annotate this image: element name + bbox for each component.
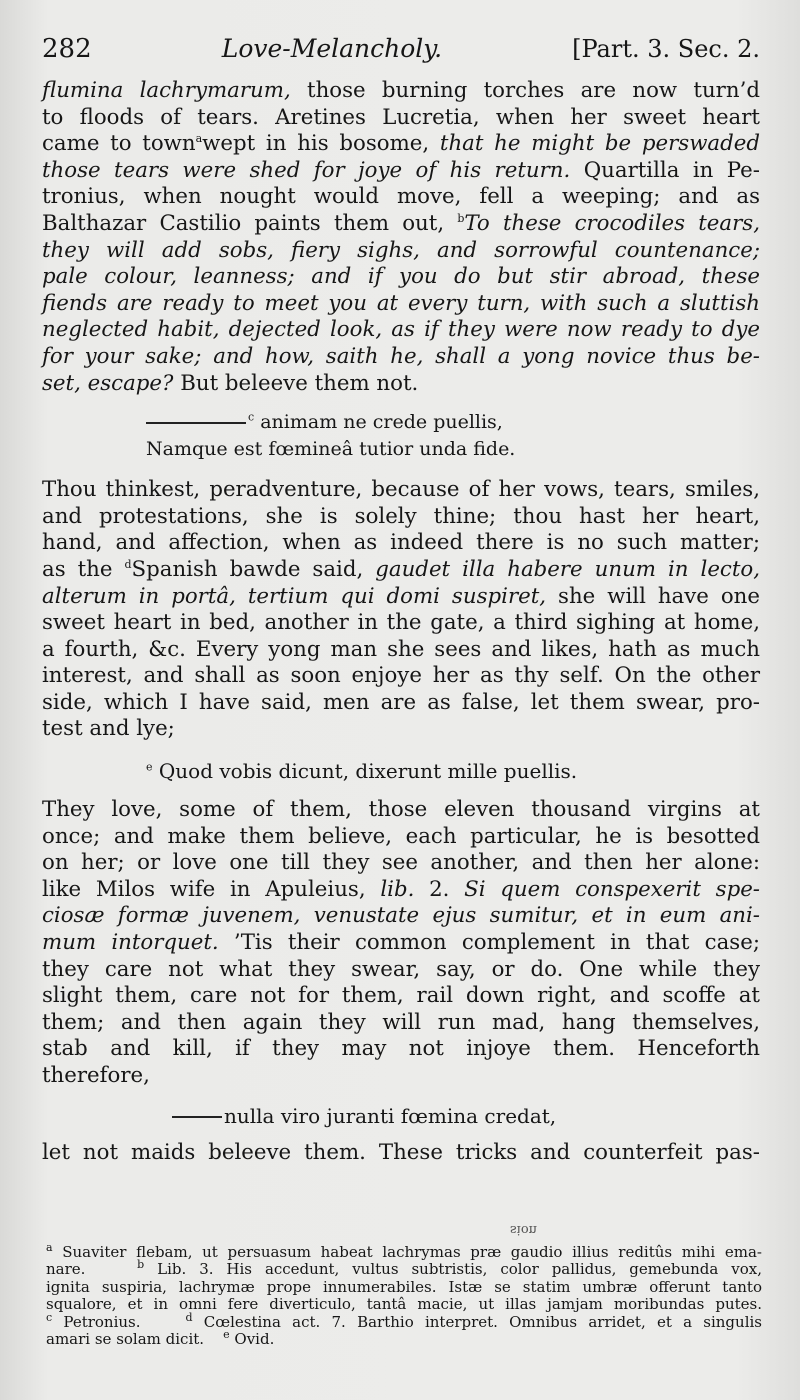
- text-line: once; and make them believe, each particular, he is besotted: [42, 823, 760, 849]
- verse-line: Namque est fœmineâ tutior unda fide.: [146, 438, 516, 461]
- text-italic: ciosæ formæ juvenem, venustate ejus sumitur, et in eum ani-: [42, 903, 760, 929]
- footnote-marker: d: [185, 1310, 193, 1324]
- verse-quotation-1: [146, 409, 760, 463]
- footnote-text: nare.: [46, 1260, 86, 1279]
- text-line: interest, and shall as soon enjoye her as thy self. On the other: [42, 663, 760, 689]
- footnote-text: ignita suspiria, lachrymæ prope innumerabiles. Istæ se statim umbræ offerunt tanto: [46, 1277, 762, 1296]
- text-line: they care not what they swear, say, or do. One while they: [42, 956, 760, 982]
- text-line: They love, some of them, those eleven thousand virgins at: [42, 797, 760, 823]
- text: 2.: [414, 876, 465, 902]
- text-line: on her; or love one till they see another, and then her alone:: [42, 850, 760, 876]
- text-line: stab and kill, if they may not injoye them. Henceforth: [42, 1036, 760, 1062]
- text-line: tronius, when nought would move, fell a weeping; and as: [42, 184, 760, 210]
- footnote-text: Ovid.: [229, 1330, 275, 1349]
- footnote-text: amari se solam dicit.: [46, 1330, 205, 1349]
- text-italic: mum intorquet.: [42, 930, 219, 956]
- text: ’Tis their common complement in that case;: [218, 930, 760, 956]
- footnote-text: Lib. 3. His accedunt, vultus subtristis, color pallidus, gemebunda vox,: [144, 1260, 762, 1279]
- verse-line: animam ne crede puellis,: [254, 411, 503, 434]
- footnote-text: Cœlestina act. 7. Barthio interpret. Omnibus arridet, et a singulis: [192, 1312, 762, 1331]
- footnote-marker: e: [146, 760, 153, 774]
- verse-quotation-3: [172, 1102, 760, 1130]
- text: came to town: [42, 131, 196, 157]
- text-line: slight them, care not for them, rail down right, and scoffe at: [42, 983, 760, 1009]
- text-line: to floods of tears. Aretines Lucretia, when her sweet heart: [42, 104, 760, 130]
- text-line: sweet heart in bed, another in the gate, a third sighing at home,: [42, 610, 760, 636]
- text-italic: neglected habit, dejected look, as if they were now ready to dye: [42, 317, 760, 343]
- catchword: sion: [510, 1222, 538, 1237]
- footnote-marker: b: [457, 211, 465, 225]
- footnote-marker: c: [248, 410, 255, 424]
- text-line: hand, and affection, when as indeed there is no such matter;: [42, 530, 760, 556]
- footnote-marker: a: [195, 132, 203, 146]
- verse-line: nulla viro juranti fœmina credat,: [224, 1103, 557, 1128]
- text: like Milos wife in Apuleius,: [42, 876, 381, 902]
- footnote-marker: e: [223, 1328, 230, 1342]
- section-reference: [Part. 3. Sec. 2.: [572, 35, 760, 63]
- text: Spanish bawde said,: [131, 556, 376, 582]
- text-line: and protestations, she is solely thine; thou hast her heart,: [42, 503, 760, 529]
- text-italic: pale colour, leanness; and if you do but stir abroad, these: [42, 264, 760, 290]
- text-line: side, which I have said, men are as false, let them swear, pro-: [42, 689, 760, 715]
- paragraph-1: [42, 78, 760, 397]
- footnote-text: Petronius.: [52, 1312, 141, 1331]
- text-line: Thou thinkest, peradventure, because of her vows, tears, smiles,: [42, 477, 760, 503]
- text: those burning torches are now turn’d: [290, 78, 760, 103]
- text-italic: they will add sobs, fiery sighs, and sorrowful countenance;: [42, 237, 760, 263]
- text-italic: for your sake; and how, saith he, shall a yong novice thus be-: [42, 343, 760, 369]
- dash-rule: [146, 422, 246, 424]
- footnote-marker: a: [46, 1241, 53, 1254]
- footnote-marker: b: [137, 1258, 145, 1272]
- text: Balthazar Castilio paints them out,: [42, 210, 458, 236]
- text-italic: alterum in portâ, tertium qui domi suspiret,: [42, 583, 547, 609]
- running-title: Love-Melancholy.: [221, 34, 443, 63]
- verse-quotation-2: [146, 757, 760, 785]
- text-italic: that he might be perswaded: [439, 131, 760, 157]
- dash-rule: [172, 1116, 222, 1118]
- paragraph-2: [42, 477, 760, 743]
- text-italic: Si quem conspexerit spe-: [464, 876, 761, 902]
- text-line: test and lye;: [42, 716, 175, 742]
- text-line: a fourth, &c. Every yong man she sees and likes, hath as much: [42, 636, 760, 662]
- text: she will have one: [546, 583, 760, 609]
- text: as the: [42, 556, 125, 582]
- footnote-text: Suaviter flebam, ut persuasum habeat lachrymas præ gaudio illius reditûs mihi ema-: [52, 1243, 762, 1261]
- text-italic: lib.: [380, 876, 415, 902]
- text: Quartilla in Pe-: [570, 157, 760, 183]
- paragraph-3: [42, 797, 760, 1090]
- footnote-text: squalore, et in omni fere diverticulo, tantâ macie, ut illas jamjam moribundas putes.: [46, 1295, 762, 1314]
- text-italic: set, escape?: [42, 370, 174, 396]
- text-italic: gaudet illa habere unum in lecto,: [375, 556, 760, 582]
- text: But beleeve them not.: [173, 370, 419, 396]
- text-italic: To these crocodiles tears,: [464, 210, 760, 236]
- paragraph-4: [42, 1140, 760, 1167]
- text-line: them; and then again they will run mad, hang themselves,: [42, 1009, 760, 1035]
- running-header: [42, 34, 760, 64]
- verse-line: Quod vobis dicunt, dixerunt mille puellis.: [152, 759, 578, 784]
- footnotes: [46, 1241, 762, 1349]
- footnote-marker: c: [46, 1310, 53, 1324]
- text-italic: those tears were shed for joye of his return.: [42, 157, 571, 183]
- page-number: 282: [42, 34, 92, 64]
- text-italic: fiends are ready to meet you at every turn, with such a sluttish: [42, 290, 760, 316]
- text-italic: flumina lachrymarum,: [42, 78, 291, 103]
- text-line: therefore,: [42, 1063, 150, 1088]
- footnote-marker: d: [124, 557, 132, 571]
- text: wept in his bosome,: [202, 131, 440, 157]
- text-line: let not maids beleeve them. These tricks and counterfeit pas-: [42, 1139, 760, 1165]
